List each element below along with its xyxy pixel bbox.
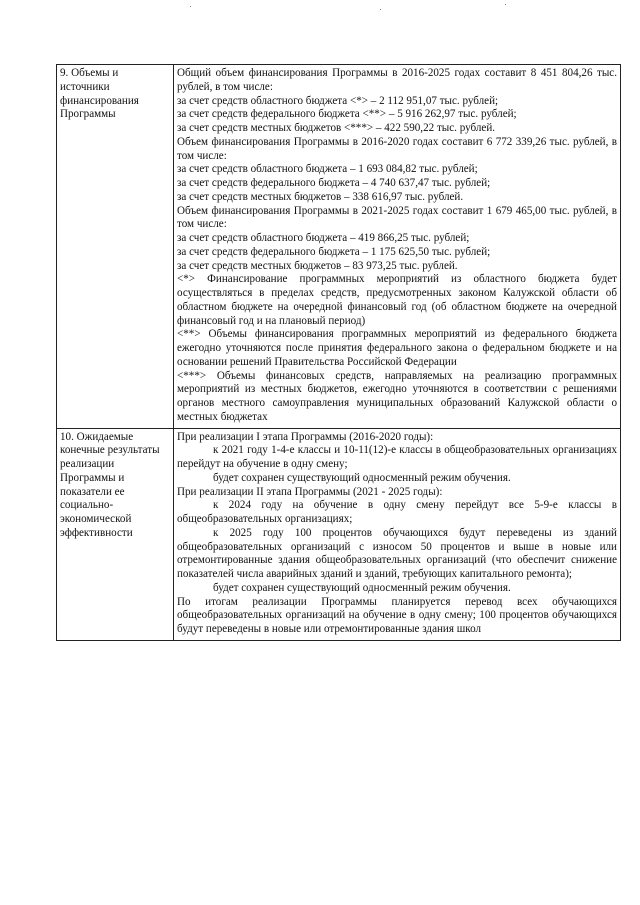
footnote-local: <***> Объемы финансовых средств, направляемых на реализацию программных мероприятий из местных бюджетов, ежегодно уточняются в соответствии с решениями органов местного самоуправления муниципальных образований Калужской области о местных бюджетах (177, 369, 617, 423)
funding-line: за счет средств местных бюджетов – 338 616,97 тыс. рублей. (177, 190, 464, 203)
funding-line: за счет средств федерального бюджета – 4 740 637,47 тыс. рублей; (177, 177, 491, 189)
row-content-cell (174, 65, 621, 429)
funding-stage1-paragraph: Объем финансирования Программы в 2016-2020 годах составит 6 772 339,26 тыс. рублей, в том числе: (177, 135, 617, 162)
footnote-regional: <*> Финансирование программных мероприятий из областного бюджета будет осуществляться в пределах средств, предусмотренных законом Калужской области об областном бюджете на очередной финансовый год (об областном бюджете на очередной финансовый год и на плановый период) (177, 273, 617, 327)
result-item: к 2024 году на обучение в одну смену перейдут все 5-9-е классы в общеобразовательных организациях; (177, 499, 617, 525)
funding-line: за счет средств федерального бюджета <**> – 5 916 262,97 тыс. рублей; (177, 108, 517, 121)
funding-line: за счет средств областного бюджета – 1 693 084,82 тыс. рублей; (177, 163, 478, 176)
row-content-cell (174, 428, 621, 640)
result-item: к 2021 году 1-4-е классы и 10-11(12)-е классы в общеобразовательных организациях перейдут на обучение в одну смену; (177, 444, 617, 470)
funding-line: за счет средств местных бюджетов – 83 973,25 тыс. рублей. (177, 259, 458, 272)
funding-line: за счет средств местных бюджетов <***> – 422 590,22 тыс. рублей. (177, 122, 496, 134)
result-item: будет сохранен существующий односменный режим обучения. (213, 471, 511, 484)
final-results-paragraph: По итогам реализации Программы планируется перевод всех обучающихся общеобразовательных организаций на обучение в одну смену; 100 процентов обучающихся будут переведены в новые или отремонтированные здания школ (177, 595, 617, 635)
row-label-cell (57, 65, 174, 429)
table-row (57, 65, 621, 429)
funding-line: за счет средств федерального бюджета – 1 175 625,50 тыс. рублей; (177, 245, 491, 258)
funding-line: за счет средств областного бюджета <*> – 2 112 951,07 тыс. рублей; (177, 94, 499, 107)
scan-speck (380, 9, 381, 10)
result-item: будет сохранен существующий односменный режим обучения. (213, 581, 511, 594)
table-row (57, 428, 621, 640)
footnote-federal: <**> Объемы финансирования программных мероприятий из федерального бюджета ежегодно уточняются после принятия федерального закона о федеральном бюджете и на основании решений Правительства Российской Федерации (177, 328, 617, 368)
row-label: 9. Объемы и источники финансирования Программы (60, 67, 139, 121)
program-passport-table (56, 64, 621, 641)
scan-speck (190, 6, 191, 7)
result-item: к 2025 году 100 процентов обучающихся будут переведены из зданий общеобразовательных организаций с износом 50 процентов и выше в новые или отремонтированные здания общеобразовательных организаций (что обеспечит снижение показателей числа аварийных зданий и зданий, требующих капитального ремонта); (177, 526, 617, 580)
scan-speck (505, 4, 506, 5)
row-label: 10. Ожидаемые конечные результаты реализации Программы и показатели ее социально-экономической эффективности (60, 430, 160, 539)
row-label-cell (57, 428, 174, 640)
funding-total-paragraph: Общий объем финансирования Программы в 2016-2025 годах составит 8 451 804,26 тыс. рублей, в том числе: (177, 67, 617, 93)
stage1-heading: При реализации I этапа Программы (2016-2020 годы): (177, 430, 434, 443)
stage2-heading: При реализации II этапа Программы (2021 - 2025 годы): (177, 485, 443, 498)
funding-stage2-paragraph: Объем финансирования Программы в 2021-2025 годах составит 1 679 465,00 тыс. рублей, в том числе: (177, 204, 617, 231)
funding-line: за счет средств областного бюджета – 419 866,25 тыс. рублей; (177, 232, 470, 244)
